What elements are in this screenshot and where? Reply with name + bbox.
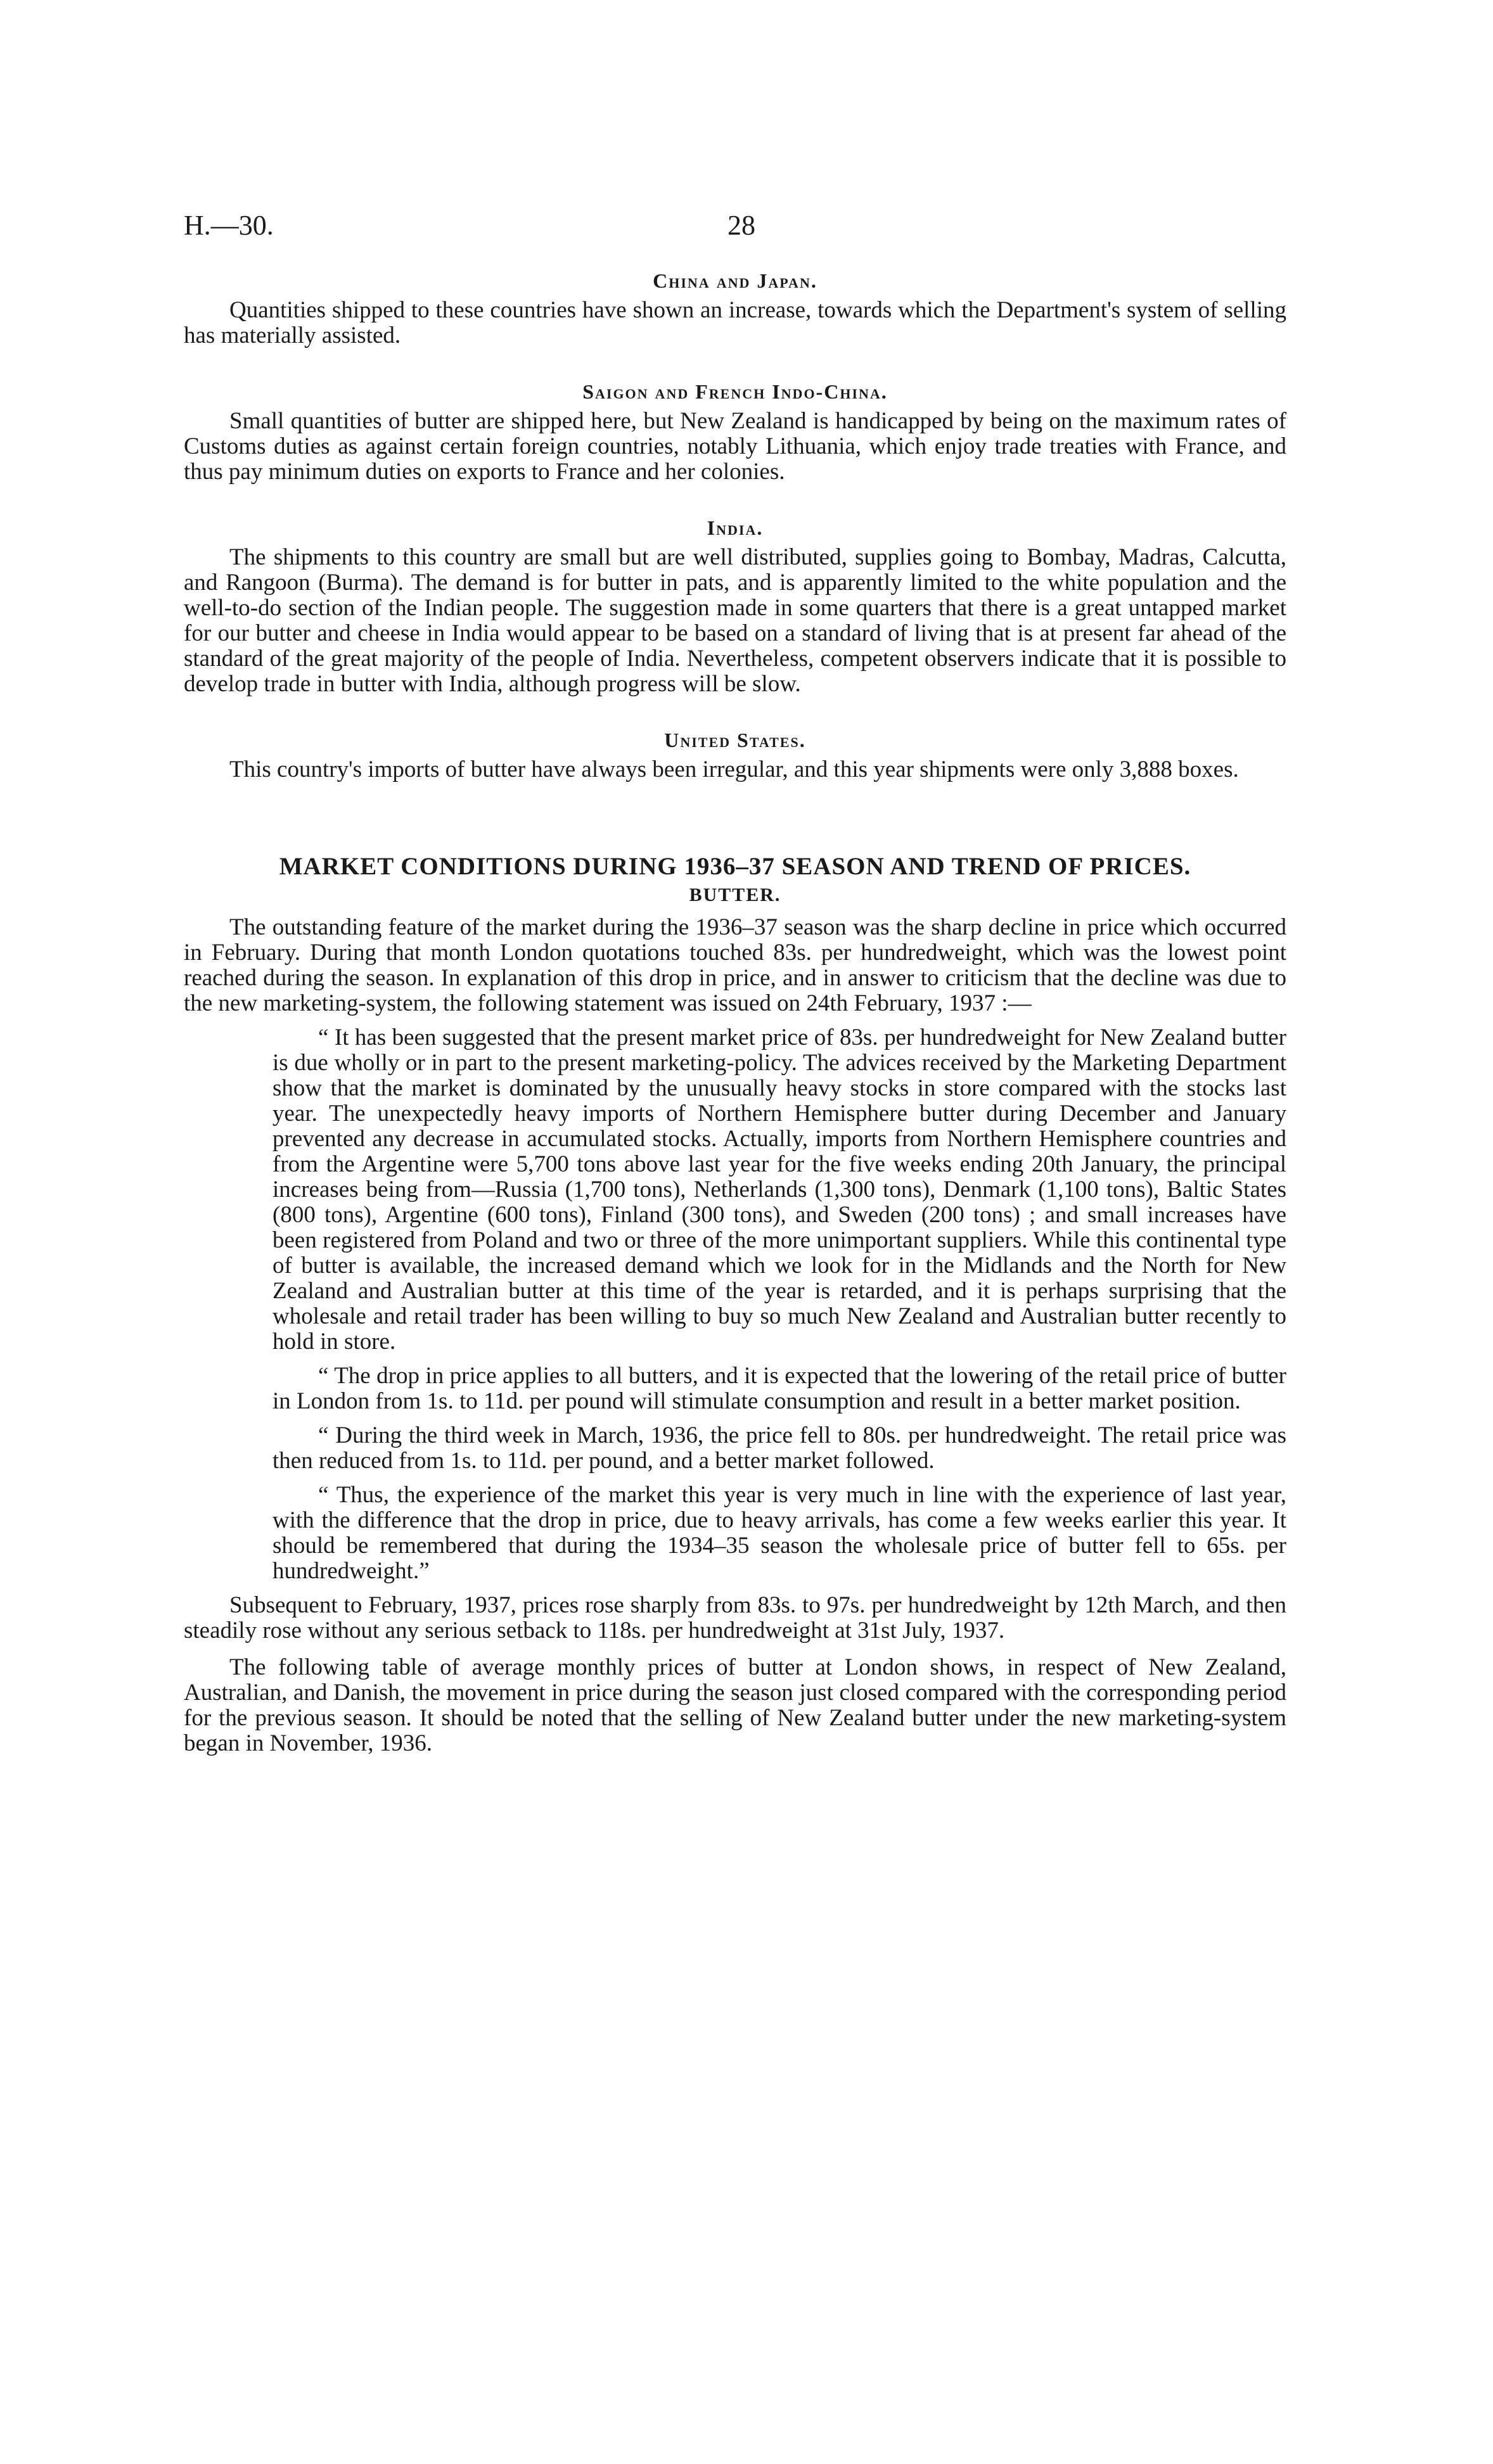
document-reference: H.—30.: [184, 210, 274, 241]
quote-paragraph: “ It has been suggested that the present market price of 83s. per hundredweight for New Zealand butter is due wholly or in part to the present marketing-policy. The advices received by the Marketing Department show that the market is dominated by the unusually heavy stocks in store compared with the stocks last year. The unexpectedly heavy imports of Northern Hemisphere butter during December and January prevented any decrease in accumulated stocks. Actually, imports from Northern Hemisphere countries and from the Argentine were 5,700 tons above last year for the five weeks ending 20th January, the principal increases being from—Russia (1,700 tons), Netherlands (1,300 tons), Denmark (1,100 tons), Baltic States (800 tons), Argentine (600 tons), Finland (300 tons), and Sweden (200 tons) ; and small increases have been registered from Poland and two or three of the more unimportant suppliers. While this continental type of butter is available, the increased demand which we look for in the Midlands and the North for New Zealand and Australian butter at this time of the year is retarded, and it is perhaps surprising that the wholesale and retail trader has been willing to buy so much New Zealand and Australian butter recently to hold in store.: [272, 1025, 1286, 1355]
page-body: [184, 269, 1286, 1756]
section-paragraph: This country's imports of butter have always been irregular, and this year shipments were only 3,888 boxes.: [229, 756, 1239, 782]
price-rise-paragraph: Subsequent to February, 1937, prices rose sharply from 83s. to 97s. per hundredweight by 12th March, and then steadily rose without any serious setback to 118s. per hundredweight at 31st July, 1937.: [184, 1592, 1286, 1644]
market-intro-paragraph: The outstanding feature of the market during the 1936–37 season was the sharp decline in price which occurred in February. During that month London quotations touched 83s. per hundredweight, which was the lowest point reached during the season. In explanation of this drop in price, and in answer to criticism that the decline was due to the new marketing-system, the following statement was issued on 24th February, 1937 :—: [184, 914, 1286, 1016]
quote-paragraph: “ The drop in price applies to all butters, and it is expected that the lowering of the retail price of butter in London from 1s. to 11d. per pound will stimulate consumption and result in a better market position.: [272, 1363, 1286, 1414]
quote-paragraph: “ Thus, the experience of the market this year is very much in line with the experience of last year, with the difference that the drop in price, due to heavy arrivals, has come a few weeks earlier this year. It should be remembered that during the 1934–35 season the wholesale price of butter fell to 65s. per hundredweight.”: [272, 1482, 1286, 1584]
section-heading: India.: [707, 516, 764, 539]
section-united-states: [184, 729, 1286, 782]
section-heading: Saigon and French Indo-China.: [582, 380, 888, 403]
issued-statement-quote: [272, 1025, 1286, 1584]
table-intro-paragraph: The following table of average monthly prices of butter at London shows, in respect of New Zealand, Australian, and Danish, the movement in price during the season just closed compared with the corresponding period for the previous season. It should be noted that the selling of New Zealand butter under the new marketing-system began in November, 1936.: [184, 1654, 1286, 1756]
quote-paragraph: “ During the third week in March, 1936, the price fell to 80s. per hundredweight. The retail price was then reduced from 1s. to 11d. per pound, and a better market followed.: [272, 1422, 1286, 1474]
section-heading: United States.: [664, 729, 806, 751]
page-header: [184, 209, 1286, 247]
butter-subtitle: BUTTER.: [689, 884, 781, 905]
section-saigon: [184, 380, 1286, 485]
section-china-japan: [184, 269, 1286, 348]
section-paragraph: Quantities shipped to these countries have shown an increase, towards which the Department's system of selling has materially assisted.: [184, 297, 1286, 348]
section-heading: China and Japan.: [653, 269, 817, 292]
section-paragraph: The shipments to this country are small but are well distributed, supplies going to Bombay, Madras, Calcutta, and Rangoon (Burma). The demand is for butter in pats, and is apparently limited to the white population and the well-to-do section of the Indian people. The suggestion made in some quarters that there is a great untapped market for our butter and cheese in India would appear to be based on a standard of living that is at present far ahead of the standard of the great majority of the people of India. Nevertheless, competent observers indicate that it is possible to develop trade in butter with India, although progress will be slow.: [184, 544, 1286, 697]
page-number: 28: [727, 210, 755, 241]
section-paragraph: Small quantities of butter are shipped here, but New Zealand is handicapped by being on the maximum rates of Customs duties as against certain foreign countries, notably Lithuania, which enjoy trade treaties with France, and thus pay minimum duties on exports to France and her colonies.: [184, 408, 1286, 485]
market-conditions-title: MARKET CONDITIONS DURING 1936–37 SEASON AND TREND OF PRICES.: [279, 853, 1191, 880]
section-india: [184, 516, 1286, 697]
